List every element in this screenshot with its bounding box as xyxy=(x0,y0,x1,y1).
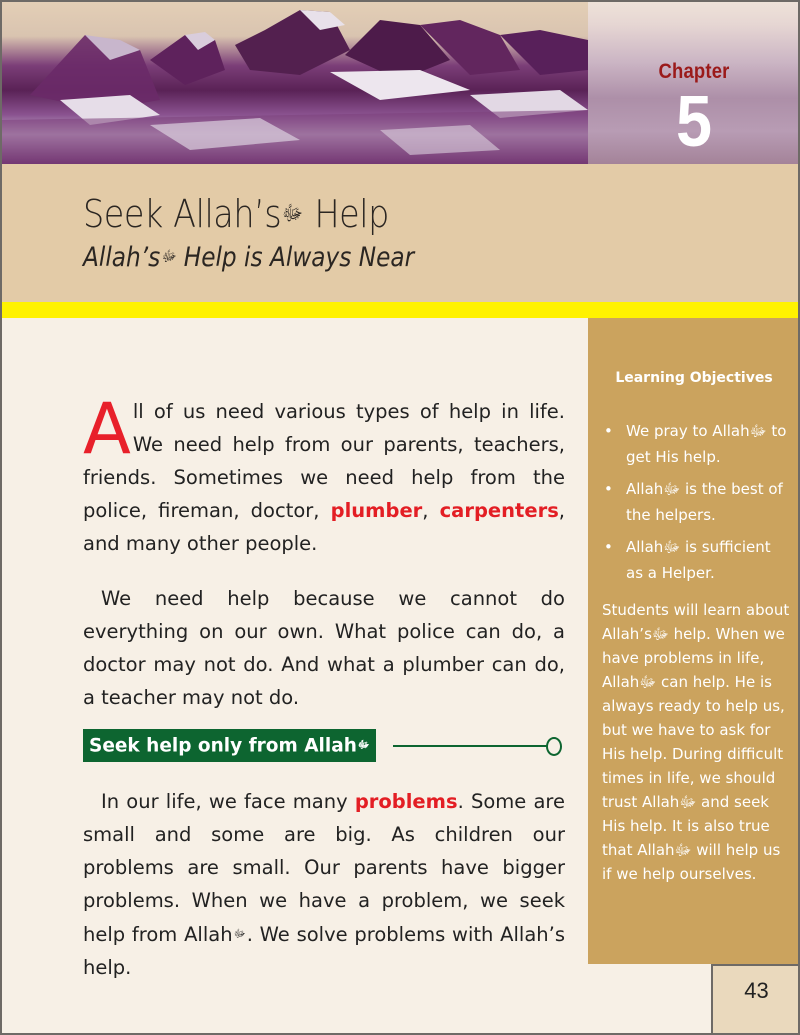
sidebar-title: Learning Objectives xyxy=(615,370,773,386)
section-heading xyxy=(83,729,376,762)
page-number: 43 xyxy=(744,978,769,1003)
paragraph-intro xyxy=(83,388,565,560)
objective-item xyxy=(602,418,792,470)
page-subtitle xyxy=(83,242,414,273)
objective-text: Allahﷻ is sufficient as a Helper. xyxy=(626,538,771,582)
bullet-icon: • xyxy=(604,422,613,440)
paragraph-text-end: . We solve problems with Allah’s help. xyxy=(83,922,565,979)
honorific-glyph-icon: ﷻ xyxy=(161,246,176,265)
learning-objectives-sidebar xyxy=(588,318,800,964)
paragraph-text-end: , and many other people. xyxy=(83,499,565,555)
page-number-box xyxy=(711,964,800,1035)
comma-text: , xyxy=(422,499,440,522)
honorific-glyph-icon: ﷻ xyxy=(233,927,246,940)
chapter-badge xyxy=(588,0,800,164)
section-connector-line xyxy=(393,745,547,747)
drop-cap: A xyxy=(83,388,131,470)
paragraph-text: In our life, we face many xyxy=(101,790,355,813)
crystal-illustration xyxy=(0,0,588,164)
objective-item xyxy=(602,476,792,528)
paragraph-why-help: We need help because we cannot do everything on our own. What police can do, a doctor may not do. And what a plumber can do, a teacher may not do. xyxy=(83,587,565,709)
title-text: Seek Allah’s xyxy=(83,192,282,236)
objective-text: Allahﷻ is the best of the helpers. xyxy=(626,480,783,524)
paragraph-text-mid: . Some are small and some are big. As children our problems are small. Our parents have bigger problems. When we have a problem, we seek help from Allah xyxy=(83,790,566,946)
title-text-end: Help xyxy=(303,192,389,236)
hero-amethyst-image xyxy=(0,0,588,164)
page-title xyxy=(83,192,389,236)
paragraph-text: ll of us need various types of help in life. We need help from our parents, teachers, friends. Sometimes we need help from the police, fireman, doctor, xyxy=(83,400,565,522)
honorific-glyph-icon: ﷻ xyxy=(357,740,370,751)
paragraph-problems xyxy=(83,785,565,984)
honorific-glyph-icon: ﷻ xyxy=(282,200,303,225)
highlight-carpenters: carpenters xyxy=(439,499,559,522)
bullet-icon: • xyxy=(604,480,613,498)
highlight-problems: problems xyxy=(354,790,458,813)
section-heading-text: Seek help only from Allah xyxy=(89,735,357,757)
sidebar-description: Students will learn about Allah’sﷻ help. When we have problems in life, Allahﷻ can help. He is always ready to help us, but we have to ask for His help. During difficult times in life, we should trust Allahﷻ and seek His help. It is also true that Allahﷻ will help us if we help ourselves. xyxy=(602,601,790,883)
highlight-plumber: plumber xyxy=(330,499,423,522)
objective-item xyxy=(602,534,792,586)
yellow-divider xyxy=(0,302,800,318)
section-end-circle-icon xyxy=(546,737,562,756)
chapter-label: Chapter xyxy=(658,60,730,83)
main-content xyxy=(83,388,565,714)
subtitle-text: Allah’s xyxy=(83,242,161,273)
title-band xyxy=(0,164,800,302)
section-heading-row xyxy=(83,729,563,762)
chapter-number: 5 xyxy=(675,82,713,162)
subtitle-text-end: Help is Always Near xyxy=(176,242,415,273)
objective-text: We pray to Allahﷻ to get His help. xyxy=(626,422,787,466)
objectives-list xyxy=(602,418,792,586)
bullet-icon: • xyxy=(604,538,613,556)
